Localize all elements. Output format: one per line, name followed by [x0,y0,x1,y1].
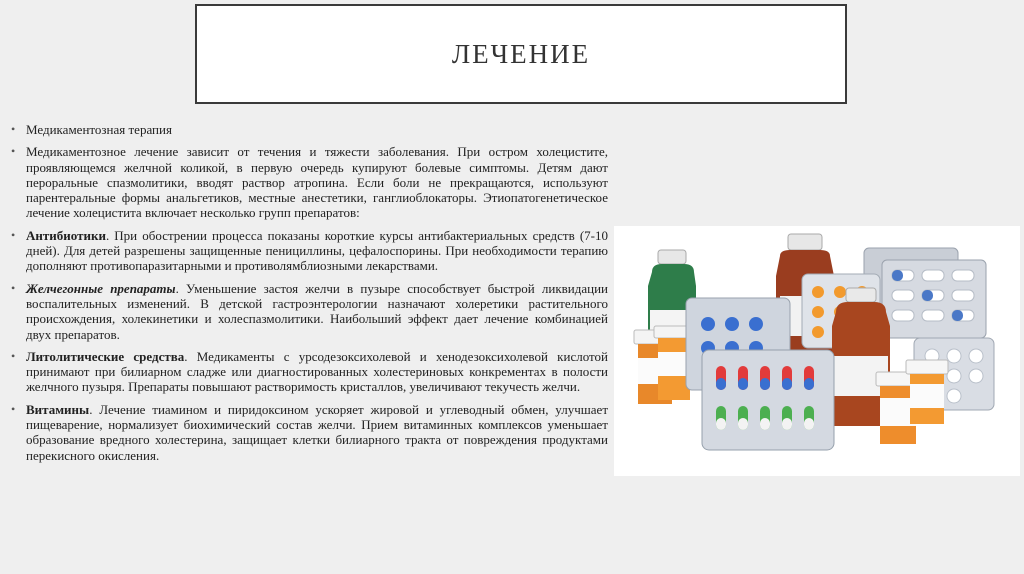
bullet-marker: • [11,227,16,242]
bullet-marker: • [11,144,16,159]
bullet-item-2 [10,144,608,220]
item-text: . При обострении процесса показаны короткие курсы антибактериальных средств (7-10 дней). Для детей разрешены защищенные пенициллины, цефалоспорины. При необходимости терапию дополняют противопаразитарными и противолямблиозными лекарствами. [26,227,608,274]
bullet-item-1 [10,122,608,137]
bullet-marker: • [11,348,16,363]
title-box [195,4,847,104]
bullet-list [10,122,608,470]
bullet-item-litholytics [10,349,608,395]
bullet-marker: • [11,401,16,416]
bullet-marker: • [11,280,16,295]
bullet-item-vitamins [10,402,608,463]
slide-title: ЛЕЧЕНИЕ [451,38,591,69]
item-lead: Литолитические средства [26,348,185,364]
item-text: Медикаментозное лечение зависит от течения и тяжести заболевания. При остром холецистите, проявляющемся желчной коликой, в первую очередь купируют болевые симптомы. Детям дают пероральные спазмолитики, вводят раствор атропина. Если боли не прекращаются, используют парентеральные формы анальгетиков, местные анестетики, ганглиоблокаторы. Этиопатогенетическое лечение холецистита включает несколько групп препаратов: [26,144,608,221]
medicines-illustration [614,226,1020,476]
item-text: . Лечение тиамином и пиридоксином ускоряет жировой и углеводный обмен, улучшает пищеварение, нормализует биохимический состав желчи. Прием витаминных комплексов уменьшает образование вредного холестерина, защищает клетки билиарного тракта от повреждения продуктами перекисного окисления. [26,401,608,463]
item-lead: Желчегонные препараты [26,280,176,296]
item-lead: Антибиотики [26,227,106,243]
bullet-marker: • [11,122,16,136]
bullet-item-antibiotics [10,228,608,274]
item-text: . Медикаменты с урсодезоксихолевой и хенодезоксихолевой кислотой принимают при билиарном сладже или диагностированных холестериновых конкрементах в полости желчного пузыря. Препараты повышают растворимость кристаллов, увеличивают текучесть желчи. [26,348,608,395]
item-text: Медикаментозная терапия [26,122,172,137]
item-text: . Уменьшение застоя желчи в пузыре способствует быстрой ликвидации воспалительных изменений. В детской гастроэнтерологии назначают холеретики растительного происхождения, холекинетики и холеспазмолитики. Наибольший эффект дает лечение комбинацией двух препаратов. [26,280,609,342]
medicines-illustration-svg [614,226,1020,476]
bullet-item-choleretics [10,281,608,342]
item-lead: Витамины [26,401,90,417]
